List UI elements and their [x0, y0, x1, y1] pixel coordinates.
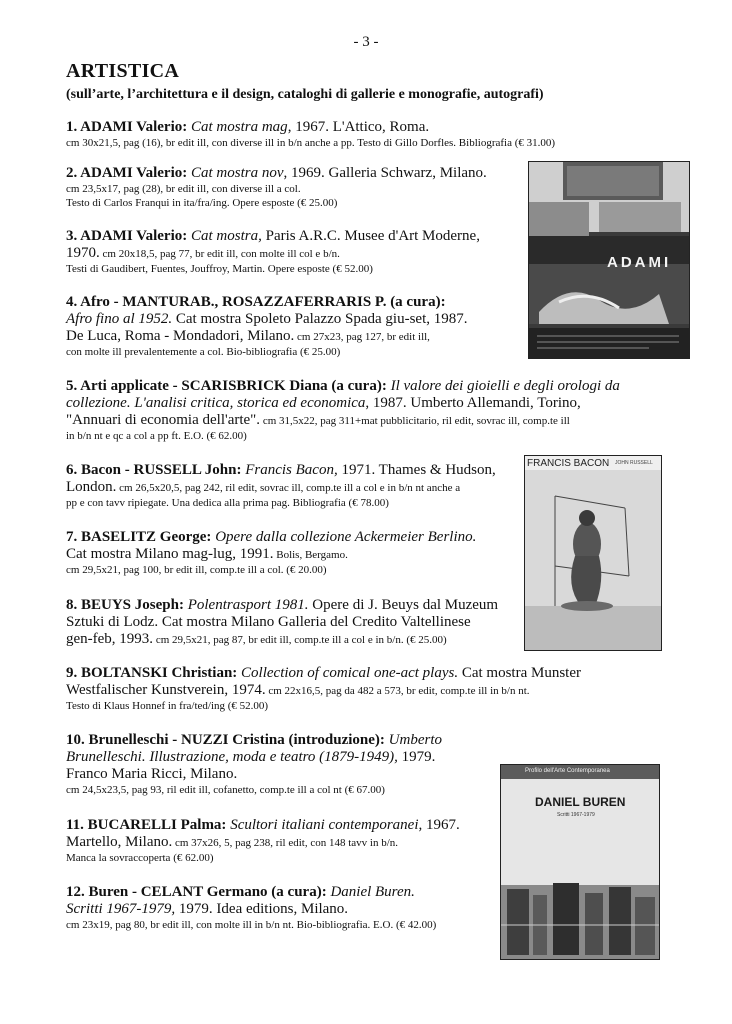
catalog-entry-3: [66, 228, 480, 276]
adami-cover-title: ADAMI: [607, 254, 672, 271]
entry-details: in b/n nt e qc a col a pp ft. E.O. (€ 62.00): [66, 430, 247, 442]
entry-title: Daniel Buren.: [326, 884, 415, 900]
entry-details: Testo di Klaus Honnef in fra/ted/ing (€ 52.00): [66, 700, 269, 712]
entry-publication: Cat mostra Munster: [458, 665, 581, 681]
entry-author: 8. BEUYS Joseph:: [66, 597, 184, 613]
entry-author: 2. ADAMI Valerio:: [66, 165, 188, 181]
entry-publication: , 1987. Umberto Allemandi, Torino,: [365, 395, 581, 411]
entry-venue: Westfalischer Kunstverein, 1974.: [66, 682, 266, 698]
section-subtitle: (sull’arte, l’architettura e il design, cataloghi di gallerie e monografie, autografi): [66, 87, 544, 102]
entry-details: cm 23x19, pag 80, br edit ill, con molte ill in b/n nt. Bio-bibliografia. E.O. (€ 42.00): [66, 919, 437, 931]
catalog-entry-5: [66, 378, 666, 443]
entry-publisher: De Luca, Roma - Mondadori, Milano.: [66, 328, 295, 344]
entry-date: gen-feb, 1993.: [66, 631, 154, 647]
buren-cover-title: DANIEL BUREN: [535, 795, 626, 809]
buren-cover-header: Profilo dell'Arte Contemporanea: [525, 768, 610, 774]
entry-title: Afro fino al 1952.: [66, 311, 173, 327]
entry-author: 12. Buren - CELANT Germano (a cura):: [66, 884, 327, 900]
entry-city: London.: [66, 479, 117, 495]
catalog-entry-2: [66, 165, 487, 210]
entry-details: cm 37x26, 5, pag 238, ril edit, con 148 tavv in b/n.: [172, 837, 399, 849]
buren-cover-subtitle: Scritti 1967-1979: [557, 812, 595, 818]
bacon-cover-title: FRANCIS BACON: [527, 458, 610, 469]
entry-author: 7. BASELITZ George:: [66, 529, 212, 545]
catalog-entry-7: [66, 529, 476, 577]
entry-title: Scritti 1967-1979,: [66, 901, 176, 917]
entry-details: cm 24,5x23,5, pag 93, ril edit ill, cofanetto, comp.te ill a col nt (€ 67.00): [66, 784, 385, 796]
entry-publication: Paris A.R.C. Musee d'Art Moderne,: [261, 228, 480, 244]
entry-details: pp e con tavv ripiegate. Una dedica alla prima pag. Bibliografia (€ 78.00): [66, 497, 389, 509]
entry-details: Testo di Carlos Franqui in ita/fra/ing. Opere esposte (€ 25.00): [66, 197, 338, 209]
entry-publication: Opere di J. Beuys dal Muzeum: [308, 597, 499, 613]
catalog-entry-6: [66, 462, 496, 510]
entry-author: 9. BOLTANSKI Christian:: [66, 665, 238, 681]
entry-title: Collection of comical one-act plays.: [241, 665, 459, 681]
entry-title: Cat mostra mag: [191, 119, 288, 135]
entry-year: 1967.: [422, 817, 460, 833]
bacon-cover-author: JOHN RUSSELL: [615, 460, 653, 466]
catalog-entry-9: [66, 665, 581, 713]
entry-publisher: Martello, Milano.: [66, 834, 173, 850]
entry-title: Francis Bacon,: [245, 462, 338, 478]
entry-publication: 1979. Idea editions, Milano.: [175, 901, 349, 917]
entry-author: 3. ADAMI Valerio:: [66, 228, 188, 244]
entry-details: cm 29,5x21, pag 100, br edit ill, comp.te ill a col. (€ 20.00): [66, 564, 327, 576]
entry-title: Polentrasport 1981.: [187, 597, 309, 613]
catalog-entry-12: [66, 884, 436, 932]
entry-title: collezione. L'analisi critica, storica ed economica: [66, 395, 366, 411]
entry-publication: Sztuki di Lodz. Cat mostra Milano Galleria del Credito Valtellinese: [66, 614, 471, 630]
entry-details: cm 20x18,5, pag 77, br edit ill, con molte ill col e b/n.: [99, 248, 340, 260]
entry-publication: Cat mostra Milano mag-lug, 1991.: [66, 546, 274, 562]
entry-title: Cat mostra nov: [191, 165, 284, 181]
entry-title: Opere dalla collezione Ackermeier Berlino.: [215, 529, 477, 545]
page-number: - 3 -: [353, 34, 379, 50]
entry-author: 10. Brunelleschi - NUZZI Cristina (introduzione):: [66, 732, 385, 748]
buren-cover-image: [500, 764, 660, 960]
entry-details: cm 29,5x21, pag 87, br edit ill, comp.te ill a col e in b/n. (€ 25.00): [153, 634, 447, 646]
entry-year: 1970.: [66, 245, 100, 261]
entry-details: cm 23,5x17, pag (28), br edit ill, con diverse ill a col.: [66, 183, 301, 195]
entry-details: cm 31,5x22, pag 311+mat pubblicitario, ril edit, sovrac ill, comp.te ill: [260, 415, 570, 427]
entry-author: 6. Bacon - RUSSELL John:: [66, 462, 242, 478]
entry-details: cm 30x21,5, pag (16), br edit ill, con diverse ill in b/n anche a pp. Testo di Gillo Dorfles. Bibliografia (€ 31.00): [66, 137, 556, 149]
section-title: ARTISTICA: [66, 60, 180, 82]
bacon-cover-art: [525, 456, 661, 650]
entry-series: "Annuari di economia dell'arte".: [66, 412, 261, 428]
entry-publisher: Franco Maria Ricci, Milano.: [66, 766, 238, 782]
entry-details: Manca la sovraccoperta (€ 62.00): [66, 852, 214, 864]
entry-author: 1. ADAMI Valerio:: [66, 119, 188, 135]
entry-details: con molte ill prevalentemente a col. Bio-bibliografia (€ 25.00): [66, 346, 341, 358]
catalog-entry-8: [66, 597, 498, 648]
entry-author: 4. Afro - MANTURAB., ROSAZZAFERRARIS P. (a cura):: [66, 294, 446, 310]
entry-year: 1979.: [397, 749, 436, 765]
entry-title: Il valore dei gioielli e degli orologi da: [386, 378, 620, 394]
catalog-entry-10: [66, 732, 442, 797]
entry-publication: 1971. Thames & Hudson,: [337, 462, 496, 478]
entry-title: Umberto: [384, 732, 442, 748]
catalog-entry-4: [66, 294, 468, 359]
bacon-cover-image: [524, 455, 662, 651]
entry-details: cm 26,5x20,5, pag 242, ril edit, sovrac ill, comp.te ill a col e in b/n nt anche a: [116, 482, 461, 494]
adami-cover-image: [528, 161, 690, 359]
entry-details: cm 27x23, pag 127, br edit ill,: [294, 331, 430, 343]
entry-details: Bolis, Bergamo.: [273, 549, 348, 561]
entry-author: 5. Arti applicate - SCARISBRICK Diana (a cura):: [66, 378, 387, 394]
entry-title: Brunelleschi. Illustrazione, moda e teatro (1879-1949),: [66, 749, 398, 765]
catalog-entry-11: [66, 817, 460, 865]
entry-details: cm 22x16,5, pag da 482 a 573, br edit, comp.te ill in b/n nt.: [265, 685, 530, 697]
entry-author: 11. BUCARELLI Palma:: [66, 817, 227, 833]
entry-title: Cat mostra,: [191, 228, 262, 244]
entry-title: Scultori italiani contemporanei,: [230, 817, 423, 833]
entry-details: Testi di Gaudibert, Fuentes, Jouffroy, Martin. Opere esposte (€ 52.00): [66, 263, 373, 275]
entry-publication: , 1969. Galleria Schwarz, Milano.: [283, 165, 487, 181]
catalog-entry-1: [66, 119, 555, 150]
entry-publication: Cat mostra Spoleto Palazzo Spada giu-set, 1987.: [172, 311, 468, 327]
entry-publication: , 1967. L'Attico, Roma.: [287, 119, 430, 135]
